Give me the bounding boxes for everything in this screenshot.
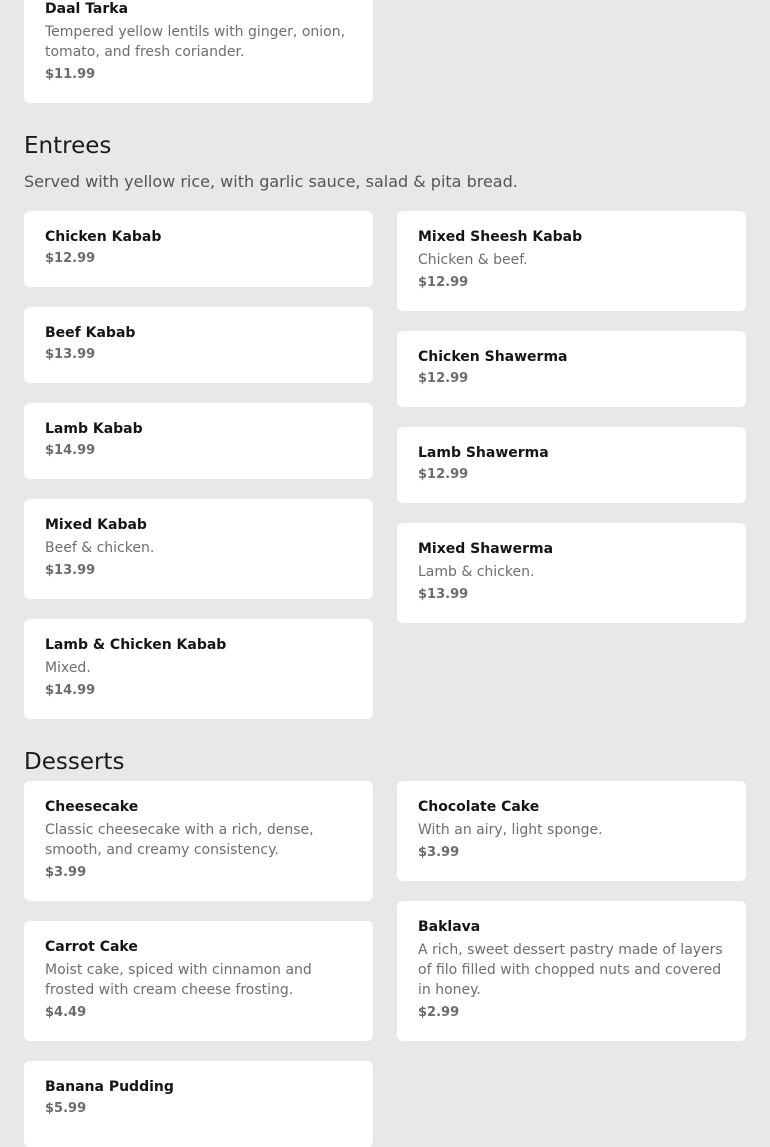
item-name: Mixed Kabab (45, 517, 147, 533)
item-name: Carrot Cake (45, 939, 138, 955)
section-title-entrees: Entrees (24, 133, 112, 159)
item-price: $12.99 (418, 275, 469, 290)
item-name: Lamb Shawerma (418, 445, 549, 461)
item-description: Lamb & chicken. (418, 564, 535, 580)
menu-item-card[interactable] (397, 781, 746, 881)
item-name: Mixed Sheesh Kabab (418, 229, 583, 245)
item-price: $12.99 (418, 371, 469, 386)
menu-item-card[interactable] (24, 499, 373, 599)
item-price: $13.99 (45, 563, 96, 578)
item-description: Moist cake, spiced with cinnamon and frosted with cream cheese frosting. (45, 962, 312, 998)
menu-item-card[interactable] (24, 403, 373, 479)
item-description: With an airy, light sponge. (418, 822, 603, 838)
menu-item-card[interactable] (24, 1061, 373, 1147)
item-price: $13.99 (45, 347, 96, 362)
menu-item-card[interactable] (397, 901, 746, 1041)
item-price: $2.99 (418, 1005, 460, 1020)
item-price: $14.99 (45, 443, 96, 458)
menu-item-card[interactable] (397, 331, 746, 407)
menu-item-card[interactable] (24, 211, 373, 287)
item-description: Mixed. (45, 660, 91, 676)
item-price: $14.99 (45, 683, 96, 698)
section-title-desserts: Desserts (24, 749, 125, 775)
item-description: Classic cheesecake with a rich, dense, smooth, and creamy consistency. (45, 822, 314, 858)
item-name: Chocolate Cake (418, 799, 540, 815)
item-name: Mixed Shawerma (418, 541, 554, 557)
item-name: Chicken Shawerma (418, 349, 568, 365)
item-name: Lamb & Chicken Kabab (45, 637, 227, 653)
item-description: Beef & chicken. (45, 540, 155, 556)
item-description: Chicken & beef. (418, 252, 528, 268)
item-price: $3.99 (418, 845, 460, 860)
item-price: $12.99 (45, 251, 96, 266)
item-name: Beef Kabab (45, 325, 136, 341)
menu-item-card[interactable] (24, 0, 373, 103)
item-name: Cheesecake (45, 799, 139, 815)
item-name: Chicken Kabab (45, 229, 162, 245)
item-description: A rich, sweet dessert pastry made of layers of filo filled with chopped nuts and covered in honey. (418, 942, 723, 998)
item-price: $13.99 (418, 587, 469, 602)
item-price: $3.99 (45, 865, 87, 880)
item-price: $5.99 (45, 1101, 87, 1116)
menu-item-card[interactable] (397, 523, 746, 623)
item-description: Tempered yellow lentils with ginger, onion, tomato, and fresh coriander. (45, 24, 346, 60)
item-price: $4.49 (45, 1005, 87, 1020)
menu-item-card[interactable] (24, 619, 373, 719)
item-price: $11.99 (45, 67, 96, 82)
item-name: Baklava (418, 919, 481, 935)
menu-item-card[interactable] (397, 427, 746, 503)
item-name: Banana Pudding (45, 1079, 174, 1095)
item-name: Daal Tarka (45, 1, 129, 17)
menu-item-card[interactable] (24, 307, 373, 383)
menu-item-card[interactable] (24, 921, 373, 1041)
item-price: $12.99 (418, 467, 469, 482)
menu-item-card[interactable] (24, 781, 373, 901)
menu-item-card[interactable] (397, 211, 746, 311)
section-subtitle-entrees: Served with yellow rice, with garlic sauce, salad & pita bread. (24, 172, 518, 191)
item-name: Lamb Kabab (45, 421, 143, 437)
